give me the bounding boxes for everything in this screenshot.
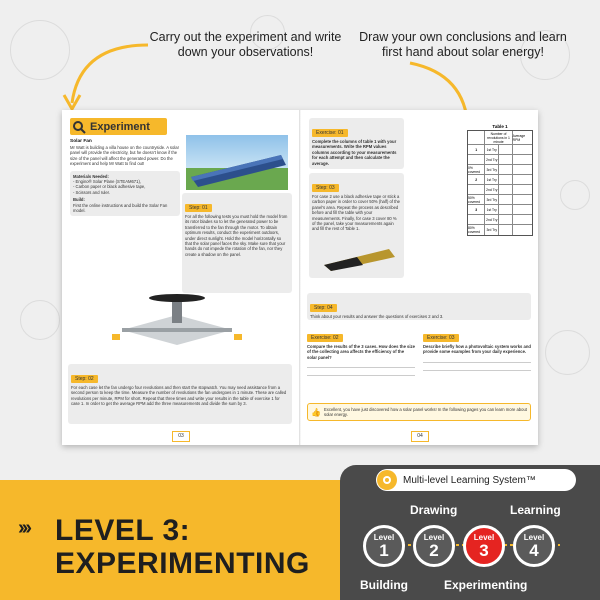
table-cell (513, 205, 532, 214)
level-heading (55, 514, 310, 580)
try-label: 2nd Try (485, 215, 499, 224)
exercise2-box (307, 326, 415, 376)
step2-box (68, 364, 292, 424)
materials-box (70, 171, 180, 217)
open-booklet (62, 110, 538, 445)
mls-logo-icon (377, 470, 397, 490)
table-cell (468, 155, 485, 164)
materials-title: Materials Needed: (73, 173, 109, 179)
table-cell (499, 165, 513, 174)
try-label: 3rd Try (485, 225, 499, 235)
table-cell (468, 215, 485, 224)
experiment-header (70, 118, 167, 135)
intro-text: Mr Watt is building a villa house on the countryside. A solar panel will provide the electricity, but he doesn't know if the size of the panel will affect the generated power. Do the experiment and help Mr Watt to find out! (70, 145, 180, 167)
right-page (301, 110, 538, 445)
page-number-right: 04 (411, 431, 429, 442)
try-label: 3rd Try (485, 195, 499, 204)
table-cell (513, 185, 532, 194)
step3-box (309, 173, 404, 278)
mls-badge (376, 469, 576, 491)
cover-label: 80% covered (468, 225, 485, 235)
step3-tag: Step: 03 (312, 184, 339, 192)
table-header-revolutions: Number of revolutions in 1 minute (485, 131, 512, 144)
level-number: 2 (429, 541, 439, 560)
answer-line[interactable] (423, 355, 531, 363)
table-corner (468, 131, 485, 144)
answer-line[interactable] (307, 368, 415, 376)
arrow-left-icon (60, 35, 170, 115)
step1-box (182, 193, 292, 293)
table-cell (513, 165, 532, 174)
table-cell (499, 145, 513, 154)
table-title: Table 1 (492, 124, 508, 129)
level-label: Level (473, 533, 495, 542)
try-label: 1st Try (485, 145, 499, 154)
level-4-name: Learning (510, 503, 561, 517)
page-number-left: 03 (172, 431, 190, 442)
excellent-box (307, 403, 531, 421)
exercise2-text: Compare the results of the 3 cases. How does the size of the collecting area affects the efficiency of the solar panel? (307, 344, 415, 360)
solar-panel-photo (186, 135, 288, 190)
exercise1-tag: Exercise: 01 (312, 129, 348, 137)
exercise1-text: Complete the columns of table 1 with your measurements. Write the RPM values columns according to your measurements for each attempt and then calculate the average. (312, 139, 397, 166)
case-number: 3 (468, 205, 485, 214)
level-3-name: Experimenting (444, 578, 528, 592)
material-item: - Engino® Solar Plane (STEAM671), (73, 179, 142, 185)
cover-label: 0% covered (468, 165, 485, 174)
excellent-text: Excellent, you have just discovered how a solar panel works! In the following pages you can learn more about solar energy. (323, 406, 527, 417)
try-label: 1st Try (485, 205, 499, 214)
level-number: 3 (479, 541, 489, 560)
covered-panel-drawing (319, 243, 399, 273)
exercise2-tag: Exercise: 02 (307, 334, 343, 342)
level-4-circle[interactable] (513, 525, 555, 567)
table-cell (513, 145, 532, 154)
table-cell (499, 175, 513, 184)
level-heading-line1: LEVEL 3: (55, 514, 191, 547)
level-number: 4 (529, 541, 539, 560)
caption-left: Carry out the experiment and write down your observations! (149, 30, 342, 59)
material-item: - Scissors and ruler. (73, 189, 111, 195)
table-cell (513, 155, 532, 164)
build-title: Build: (73, 197, 85, 203)
cover-label: 50% covered (468, 195, 485, 204)
table-cell (499, 185, 513, 194)
material-item: - Carbon paper or black adhesive tape, (73, 184, 146, 190)
step1-tag: Step: 01 (185, 204, 212, 212)
level-1-name: Building (360, 578, 408, 592)
step2-text: For each case let the fan undergo four revolutions and then start the stopwatch. You may need assistance from a second person to keep the time. Measure the number of revolutions the fan undergoes in 1 minute. These are called revolutions per minute, RPM for short. Repeat that three times and write your results in the table of exercise 1 for case 1. In order to get the average RPM add the three measurements and divide the sum by 3. (71, 385, 287, 407)
table-cell (499, 215, 513, 224)
left-page (62, 110, 299, 445)
build-text: First the online instructions and build the Solar Fan model. (73, 202, 168, 214)
mls-label: Multi-level Learning System™ (403, 474, 536, 486)
solar-panel-drawing (186, 135, 288, 190)
thumbs-up-icon: 👍 (311, 407, 321, 417)
level-heading-line2: EXPERIMENTING (55, 547, 310, 580)
try-label: 1st Try (485, 175, 499, 184)
level-label: Level (523, 533, 545, 542)
table-header-average: Average RPM (512, 133, 526, 142)
try-label: 3rd Try (485, 165, 499, 174)
step2-tag: Step: 02 (71, 375, 98, 383)
answer-line[interactable] (423, 363, 531, 371)
level-1-circle[interactable] (363, 525, 405, 567)
magnifier-icon (72, 120, 86, 134)
solar-fan-model (102, 290, 252, 355)
case-number: 1 (468, 145, 485, 154)
table-cell (513, 225, 532, 235)
experiment-title: Experiment (90, 120, 150, 133)
level-label: Level (373, 533, 395, 542)
try-label: 2nd Try (485, 155, 499, 164)
chevrons-icon: ››› (18, 517, 29, 539)
table-cell (513, 195, 532, 204)
level-2-name: Drawing (410, 503, 458, 517)
try-label: 2nd Try (485, 185, 499, 194)
caption-right: Draw your own conclusions and learn first hand about solar energy! (359, 30, 567, 59)
table-1 (467, 124, 533, 236)
level-2-circle[interactable] (413, 525, 455, 567)
level-3-circle[interactable] (463, 525, 505, 567)
table-cell (499, 205, 513, 214)
step1-text: For all the following tests you must hold the model from its rotor blades so to let the generated power to be transferred to the fan through the motor. To obtain optimum results, conduct the experiment outdoors, under direct sunlight. Hold the model horizontally so that the solar panel faces the sky. Make sure that your hands do not impede the rotation of the fan, nor they create a shadow on the panel. (185, 214, 288, 257)
exercise1-box (309, 118, 404, 169)
exercise3-box (423, 326, 531, 371)
step3-text: For case 2 use a black adhesive tape or stick a carbon paper in order to cover 50% (half) of the panel's area. Repeat the process as described before and fill the table with your measurements. Finally, for case 3 cover 80 % of the panel, take your measurements again and fill the rest of Table 1. (312, 194, 400, 232)
case-number: 2 (468, 175, 485, 184)
table-cell (513, 175, 532, 184)
subtitle: Solar Fan (70, 139, 92, 144)
table-cell (468, 185, 485, 194)
exercise3-tag: Exercise: 03 (423, 334, 459, 342)
exercise3-text: Describe briefly how a photovoltaic system works and provide some examples from your daily experience. (423, 344, 531, 355)
table-cell (499, 225, 513, 235)
step4-tag: Step: 04 (310, 304, 337, 312)
level-label: Level (423, 533, 445, 542)
step4-box (307, 293, 531, 320)
level-number: 1 (379, 541, 389, 560)
answer-line[interactable] (307, 360, 415, 368)
table-cell (513, 215, 532, 224)
table-cell (499, 195, 513, 204)
table-cell (499, 155, 513, 164)
step4-text: Think about your results and answer the questions of exercises 2 and 3. (310, 314, 444, 319)
